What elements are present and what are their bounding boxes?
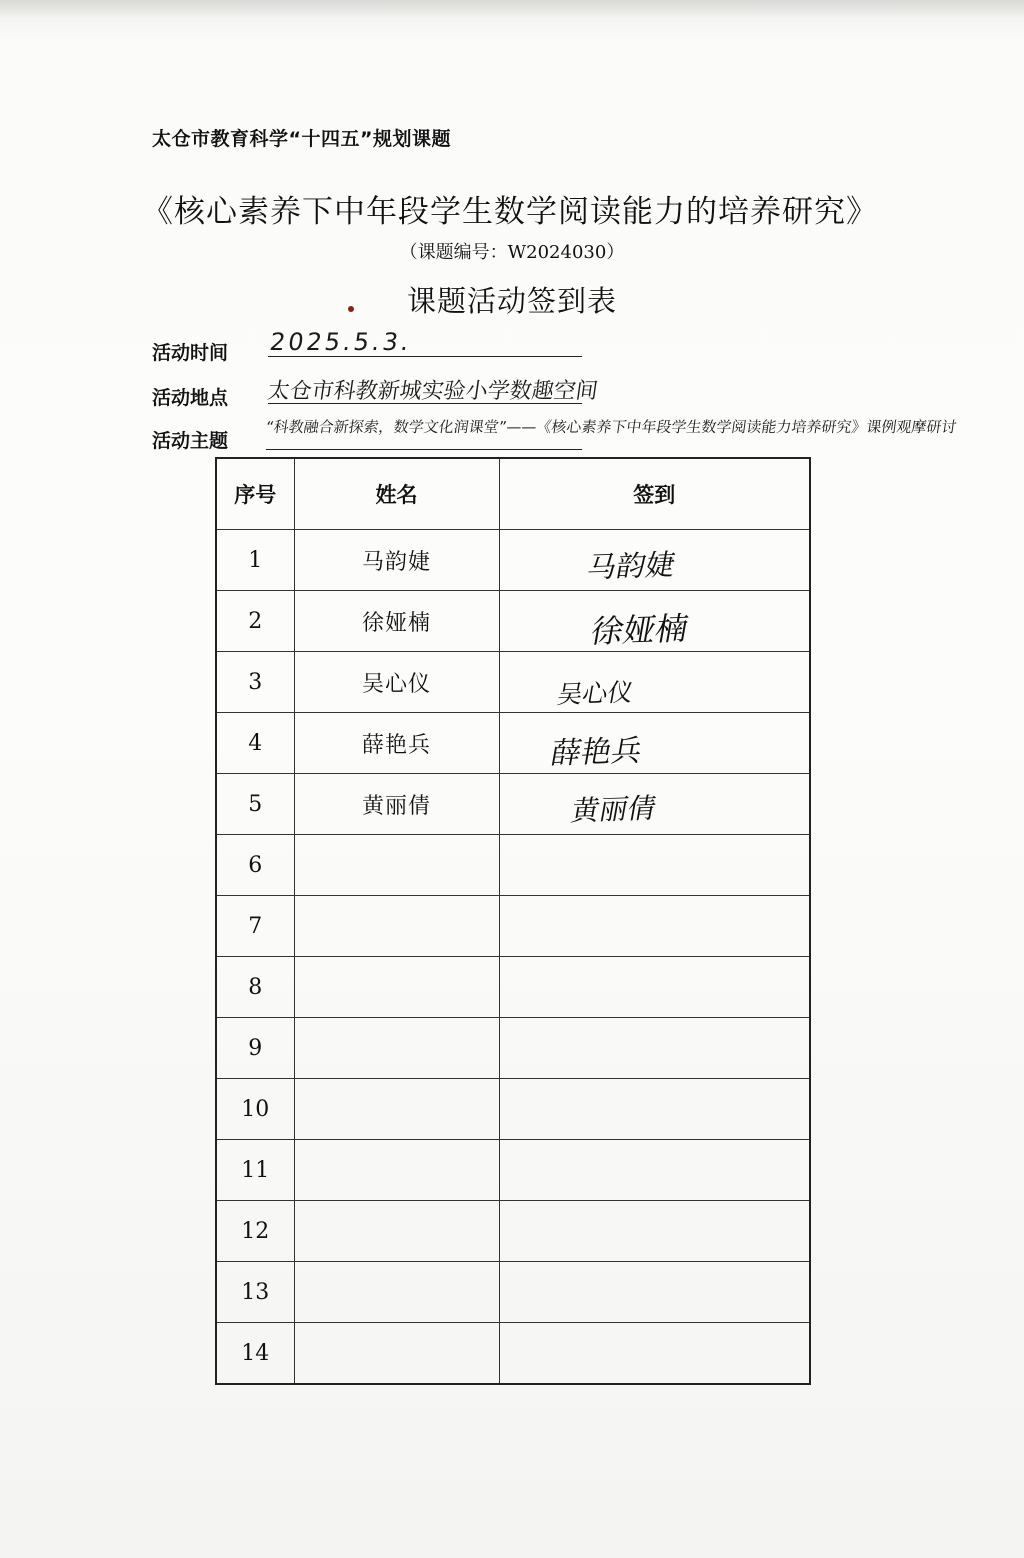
activity-time-underline [268, 356, 582, 357]
table-row [216, 1079, 810, 1140]
activity-theme-value: “科教融合新探索，数学文化润课堂”——《核心素养下中年段学生数学阅读能力培养研究》课例观摩研讨 [264, 418, 958, 436]
row-signature-cell [499, 1079, 810, 1140]
row-signature-cell [499, 652, 810, 713]
row-number: 10 [216, 1079, 294, 1140]
row-name: 吴心仪 [294, 652, 499, 713]
row-name [294, 896, 499, 957]
row-name [294, 835, 499, 896]
row-name [294, 1323, 499, 1385]
row-number: 2 [216, 591, 294, 652]
sheet-title-text: 课题活动签到表 [406, 284, 617, 318]
activity-time-value: 2025.5.3. [268, 328, 414, 356]
table-row [216, 835, 810, 896]
sheet-title [0, 279, 1024, 320]
row-name: 马韵婕 [294, 530, 499, 591]
row-number: 8 [216, 957, 294, 1018]
row-name: 薛艳兵 [294, 713, 499, 774]
handwritten-signature: 吴心仪 [554, 677, 636, 710]
scan-top-shadow [0, 0, 1024, 18]
activity-place-label: 活动地点 [152, 387, 229, 409]
table-row [216, 530, 810, 591]
table-row [216, 713, 810, 774]
handwritten-signature: 薛艳兵 [547, 733, 645, 772]
table-row [216, 957, 810, 1018]
row-signature-cell [499, 1018, 810, 1079]
table-row [216, 652, 810, 713]
row-number: 7 [216, 896, 294, 957]
row-number: 14 [216, 1323, 294, 1385]
row-signature-cell [499, 1262, 810, 1323]
table-row [216, 1201, 810, 1262]
header-signature: 签到 [499, 458, 810, 530]
row-number: 1 [216, 530, 294, 591]
project-title-text: 《核心素养下中年段学生数学阅读能力的培养研究》 [142, 194, 878, 230]
activity-place-underline [268, 403, 582, 404]
project-code: （课题编号：W2024030） [399, 242, 625, 263]
handwritten-signature: 黄丽倩 [568, 791, 659, 828]
row-signature-cell [499, 591, 810, 652]
row-name [294, 957, 499, 1018]
row-signature-cell [499, 530, 810, 591]
handwritten-signature: 马韵婕 [583, 547, 678, 585]
table-row [216, 1018, 810, 1079]
row-number: 4 [216, 713, 294, 774]
project-program: 太仓市教育科学“十四五”规划课题 [152, 128, 451, 150]
row-name [294, 1079, 499, 1140]
row-name: 徐娅楠 [294, 591, 499, 652]
table-row [216, 1140, 810, 1201]
activity-time-label: 活动时间 [152, 342, 229, 364]
row-number: 5 [216, 774, 294, 835]
row-signature-cell [499, 896, 810, 957]
row-name [294, 1140, 499, 1201]
row-number: 9 [216, 1018, 294, 1079]
row-signature-cell [499, 1323, 810, 1385]
row-number: 12 [216, 1201, 294, 1262]
row-signature-cell [499, 774, 810, 835]
sign-in-table [215, 457, 811, 1385]
row-name [294, 1262, 499, 1323]
row-number: 3 [216, 652, 294, 713]
row-signature-cell [499, 957, 810, 1018]
table-row [216, 1323, 810, 1385]
handwritten-signature: 徐娅楠 [587, 609, 691, 651]
row-name [294, 1201, 499, 1262]
table-row [216, 774, 810, 835]
row-signature-cell [499, 1201, 810, 1262]
table-row [216, 591, 810, 652]
row-name: 黄丽倩 [294, 774, 499, 835]
activity-theme-underline [266, 449, 582, 450]
table-row [216, 1262, 810, 1323]
row-signature-cell [499, 713, 810, 774]
table-row [216, 896, 810, 957]
activity-theme-label: 活动主题 [152, 430, 229, 452]
header-no: 序号 [216, 458, 294, 530]
row-signature-cell [499, 835, 810, 896]
ink-dot [348, 306, 354, 312]
row-name [294, 1018, 499, 1079]
row-number: 6 [216, 835, 294, 896]
row-signature-cell [499, 1140, 810, 1201]
activity-place-value: 太仓市科教新城实验小学数趣空间 [265, 379, 600, 404]
row-number: 13 [216, 1262, 294, 1323]
header-name: 姓名 [294, 458, 499, 530]
row-number: 11 [216, 1140, 294, 1201]
project-title [0, 186, 1024, 231]
table-header-row [216, 458, 810, 530]
